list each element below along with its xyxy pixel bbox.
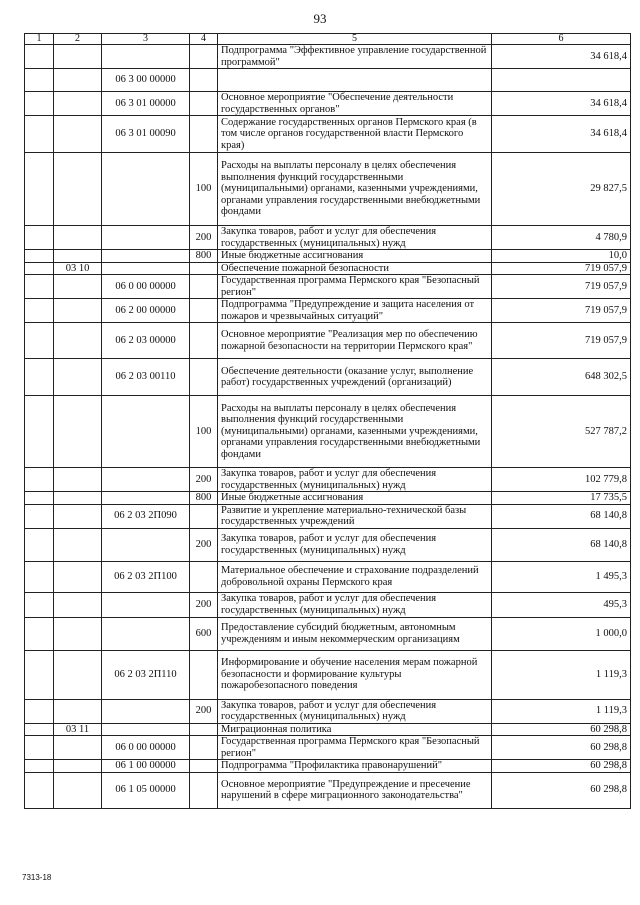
budget-table [24,33,631,809]
cell-name: Обеспечение деятельности (оказание услуг, выполнение работ) государственных учреждений (организаций) [218,359,492,396]
cell-target-code: 06 2 03 2П090 [102,504,190,528]
header-row [25,34,631,45]
cell-target-code [102,528,190,561]
cell-name: Расходы на выплаты персоналу в целях обеспечения выполнения функций государственными (муниципальными) органами, казенными учреждениями, органами управления государственными внебюджетными фондами [218,153,492,226]
cell-col-1 [25,772,54,808]
cell-amount: 495,3 [492,592,631,617]
cell-expense-type [190,299,218,323]
table-row [25,92,631,116]
cell-section-code: 03 11 [54,723,102,736]
table-row [25,723,631,736]
cell-section-code [54,69,102,92]
header-col-5: 5 [218,34,492,45]
cell-section-code [54,275,102,299]
table-row [25,617,631,650]
cell-section-code [54,396,102,468]
table-row [25,504,631,528]
cell-section-code [54,772,102,808]
cell-target-code: 06 2 03 00110 [102,359,190,396]
cell-name: Материальное обеспечение и страхование подразделений добровольной охраны Пермского края [218,561,492,592]
cell-col-1 [25,650,54,699]
cell-target-code [102,153,190,226]
cell-target-code [102,262,190,275]
cell-section-code: 03 10 [54,262,102,275]
cell-section-code [54,492,102,505]
cell-section-code [54,528,102,561]
cell-expense-type: 800 [190,250,218,263]
cell-col-1 [25,617,54,650]
cell-expense-type: 200 [190,592,218,617]
cell-name: Миграционная политика [218,723,492,736]
cell-col-1 [25,528,54,561]
cell-amount: 719 057,9 [492,275,631,299]
cell-amount: 34 618,4 [492,92,631,116]
cell-amount: 1 119,3 [492,650,631,699]
cell-col-1 [25,592,54,617]
cell-col-1 [25,760,54,773]
cell-name: Государственная программа Пермского края "Безопасный регион" [218,275,492,299]
cell-name: Основное мероприятие "Предупреждение и пресечение нарушений в сфере миграционного законодательства" [218,772,492,808]
cell-name: Содержание государственных органов Пермского края (в том числе органов государственной власти Пермского края) [218,116,492,153]
cell-target-code: 06 0 00 00000 [102,275,190,299]
cell-expense-type: 100 [190,396,218,468]
cell-col-1 [25,275,54,299]
cell-target-code [102,468,190,492]
cell-target-code [102,617,190,650]
cell-name: Подпрограмма "Профилактика правонарушений" [218,760,492,773]
cell-amount: 1 119,3 [492,699,631,723]
cell-section-code [54,359,102,396]
cell-expense-type [190,736,218,760]
cell-name: Основное мероприятие "Обеспечение деятельности государственных органов" [218,92,492,116]
cell-section-code [54,650,102,699]
cell-amount: 60 298,8 [492,736,631,760]
cell-name: Подпрограмма "Эффективное управление государственной программой" [218,45,492,69]
cell-name: Государственная программа Пермского края "Безопасный регион" [218,736,492,760]
cell-amount: 29 827,5 [492,153,631,226]
table-row [25,650,631,699]
table-row [25,528,631,561]
cell-target-code: 06 1 05 00000 [102,772,190,808]
cell-section-code [54,226,102,250]
cell-col-1 [25,262,54,275]
cell-amount: 34 618,4 [492,45,631,69]
cell-section-code [54,153,102,226]
cell-col-1 [25,323,54,359]
cell-expense-type: 200 [190,528,218,561]
table-row [25,275,631,299]
cell-amount: 17 735,5 [492,492,631,505]
document-code: 7313-18 [22,873,52,882]
table-row [25,323,631,359]
cell-expense-type: 600 [190,617,218,650]
cell-col-1 [25,250,54,263]
table-row [25,760,631,773]
cell-section-code [54,760,102,773]
cell-target-code: 06 3 00 00000 [102,69,190,92]
table-row [25,396,631,468]
table-row [25,299,631,323]
cell-expense-type [190,92,218,116]
table-row [25,699,631,723]
table-row [25,250,631,263]
cell-name: Информирование и обучение населения мерам пожарной безопасности и формирование культуры пожаробезопасного поведения [218,650,492,699]
table-row [25,592,631,617]
cell-expense-type: 200 [190,699,218,723]
table-row [25,262,631,275]
cell-expense-type [190,275,218,299]
cell-expense-type [190,116,218,153]
cell-expense-type: 800 [190,492,218,505]
cell-target-code [102,592,190,617]
cell-amount [492,69,631,92]
cell-name: Расходы на выплаты персоналу в целях обеспечения выполнения функций государственными (муниципальными) органами, казенными учреждениями, органами управления государственными внебюджетными фондами [218,396,492,468]
cell-expense-type: 100 [190,153,218,226]
cell-target-code [102,492,190,505]
cell-expense-type [190,723,218,736]
cell-expense-type [190,262,218,275]
cell-section-code [54,504,102,528]
cell-name: Закупка товаров, работ и услуг для обеспечения государственных (муниципальных) нужд [218,699,492,723]
cell-target-code: 06 2 03 2П100 [102,561,190,592]
cell-col-1 [25,92,54,116]
cell-col-1 [25,396,54,468]
cell-amount: 68 140,8 [492,504,631,528]
cell-name: Иные бюджетные ассигнования [218,250,492,263]
table-row [25,492,631,505]
cell-target-code: 06 1 00 00000 [102,760,190,773]
cell-target-code: 06 3 01 00090 [102,116,190,153]
cell-col-1 [25,45,54,69]
table-row [25,359,631,396]
cell-target-code [102,699,190,723]
cell-expense-type: 200 [190,468,218,492]
cell-section-code [54,250,102,263]
header-col-6: 6 [492,34,631,45]
cell-amount: 527 787,2 [492,396,631,468]
cell-amount: 719 057,9 [492,299,631,323]
cell-name: Предоставление субсидий бюджетным, автономным учреждениям и иным некоммерческим организациям [218,617,492,650]
cell-col-1 [25,699,54,723]
cell-section-code [54,592,102,617]
cell-expense-type [190,323,218,359]
cell-name: Иные бюджетные ассигнования [218,492,492,505]
cell-section-code [54,323,102,359]
cell-col-1 [25,561,54,592]
table-row [25,226,631,250]
cell-target-code [102,250,190,263]
cell-amount: 60 298,8 [492,760,631,773]
cell-col-1 [25,69,54,92]
cell-target-code: 06 3 01 00000 [102,92,190,116]
cell-col-1 [25,723,54,736]
cell-section-code [54,561,102,592]
cell-amount: 34 618,4 [492,116,631,153]
cell-expense-type [190,772,218,808]
cell-name: Закупка товаров, работ и услуг для обеспечения государственных (муниципальных) нужд [218,528,492,561]
header-col-1: 1 [25,34,54,45]
cell-section-code [54,699,102,723]
table-row [25,736,631,760]
cell-expense-type [190,561,218,592]
cell-target-code [102,226,190,250]
cell-name: Развитие и укрепление материально-технической базы государственных учреждений [218,504,492,528]
cell-col-1 [25,468,54,492]
cell-target-code: 06 2 03 00000 [102,323,190,359]
cell-amount: 102 779,8 [492,468,631,492]
header-col-4: 4 [190,34,218,45]
cell-section-code [54,736,102,760]
cell-amount: 10,0 [492,250,631,263]
cell-name: Закупка товаров, работ и услуг для обеспечения государственных (муниципальных) нужд [218,226,492,250]
cell-amount: 68 140,8 [492,528,631,561]
header-col-3: 3 [102,34,190,45]
cell-col-1 [25,116,54,153]
cell-expense-type: 200 [190,226,218,250]
cell-target-code: 06 0 00 00000 [102,736,190,760]
cell-section-code [54,299,102,323]
cell-col-1 [25,359,54,396]
cell-amount: 648 302,5 [492,359,631,396]
cell-col-1 [25,226,54,250]
cell-section-code [54,468,102,492]
cell-col-1 [25,736,54,760]
cell-name: Основное мероприятие "Реализация мер по обеспечению пожарной безопасности на территории Пермского края" [218,323,492,359]
cell-target-code: 06 2 03 2П110 [102,650,190,699]
cell-name [218,69,492,92]
cell-section-code [54,116,102,153]
cell-expense-type [190,650,218,699]
cell-target-code [102,723,190,736]
table-row [25,153,631,226]
cell-expense-type [190,45,218,69]
table-row [25,772,631,808]
table-row [25,468,631,492]
cell-name: Закупка товаров, работ и услуг для обеспечения государственных (муниципальных) нужд [218,468,492,492]
cell-amount: 4 780,9 [492,226,631,250]
cell-section-code [54,617,102,650]
cell-col-1 [25,299,54,323]
cell-target-code [102,45,190,69]
table-body [25,45,631,809]
cell-amount: 1 000,0 [492,617,631,650]
cell-amount: 719 057,9 [492,323,631,359]
cell-col-1 [25,153,54,226]
table-row [25,69,631,92]
cell-expense-type [190,760,218,773]
cell-amount: 60 298,8 [492,723,631,736]
cell-expense-type [190,359,218,396]
page-number: 93 [313,11,327,26]
cell-expense-type [190,504,218,528]
cell-expense-type [190,69,218,92]
cell-name: Закупка товаров, работ и услуг для обеспечения государственных (муниципальных) нужд [218,592,492,617]
cell-col-1 [25,504,54,528]
table-row [25,45,631,69]
cell-name: Обеспечение пожарной безопасности [218,262,492,275]
cell-section-code [54,92,102,116]
cell-name: Подпрограмма "Предупреждение и защита населения от пожаров и чрезвычайных ситуаций" [218,299,492,323]
header-col-2: 2 [54,34,102,45]
cell-col-1 [25,492,54,505]
cell-amount: 60 298,8 [492,772,631,808]
cell-amount: 1 495,3 [492,561,631,592]
cell-target-code [102,396,190,468]
cell-amount: 719 057,9 [492,262,631,275]
table-row [25,116,631,153]
cell-target-code: 06 2 00 00000 [102,299,190,323]
cell-section-code [54,45,102,69]
table-row [25,561,631,592]
